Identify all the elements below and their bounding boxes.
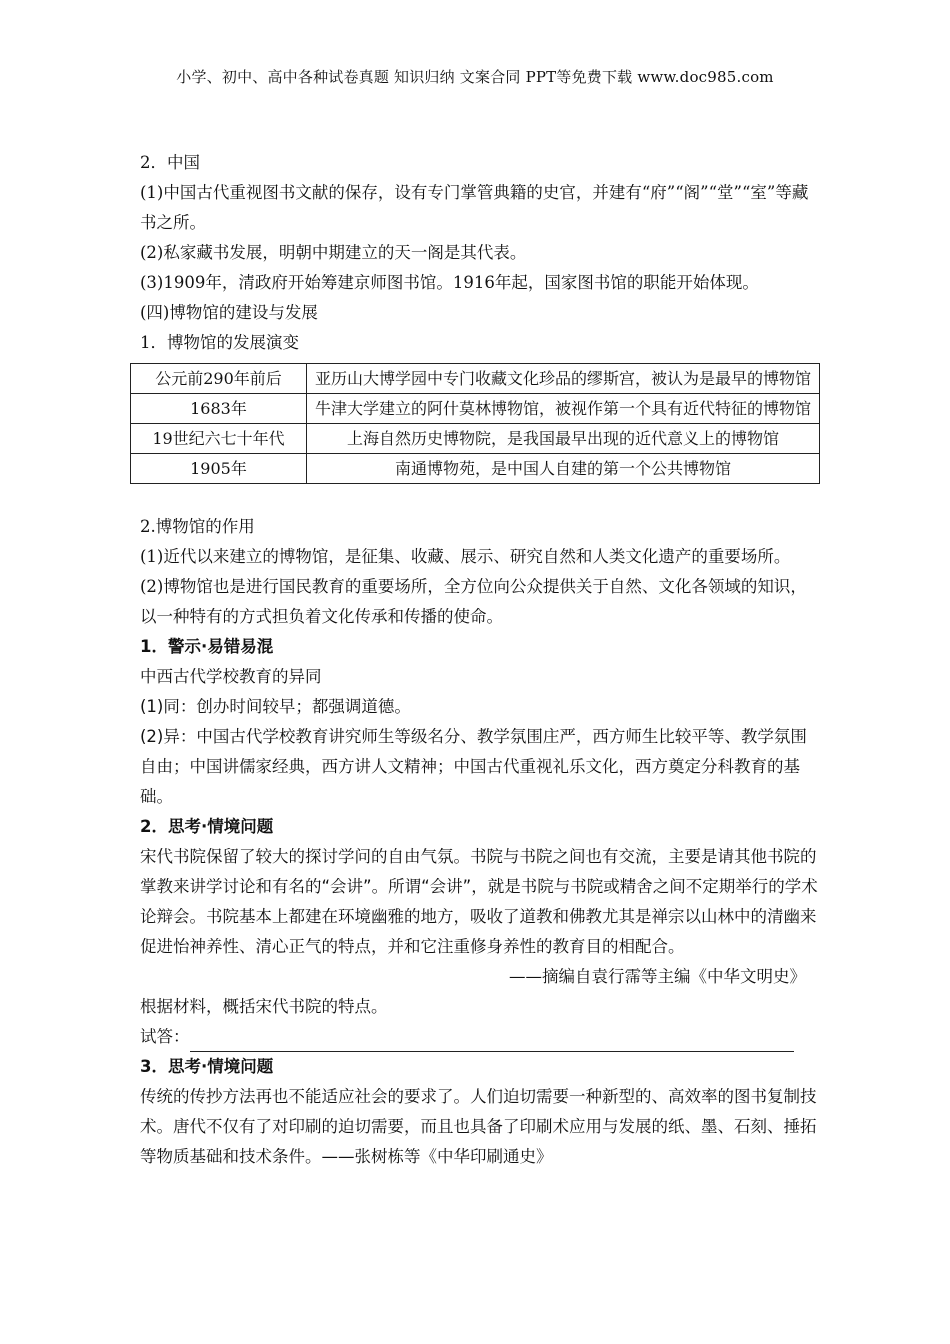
museum-role-paragraph-2: (2)博物馆也是进行国民教育的重要场所，全方位向公众提供关于自然、文化各领域的知识，以一种特有的方式担负着文化传承和传播的使命。 [140, 577, 807, 626]
warning-heading: 1．警示·易错易混 [140, 637, 274, 656]
table-row [131, 364, 820, 394]
think-heading-3: 3．思考·情境问题 [140, 1057, 274, 1076]
section-heading-china: 2．中国 [140, 153, 200, 172]
museum-timeline-table [130, 363, 820, 484]
museum-role-heading: 2.博物馆的作用 [140, 517, 255, 536]
description-cell: 南通博物苑，是中国人自建的第一个公共博物馆 [307, 454, 820, 484]
china-paragraph-2: (2)私家藏书发展，明朝中期建立的天一阁是其代表。 [140, 243, 527, 262]
museum-role-paragraph-1: (1)近代以来建立的博物馆，是征集、收藏、展示、研究自然和人类文化遗产的重要场所。 [140, 547, 791, 566]
think-material-3: 传统的传抄方法再也不能适应社会的要求了。人们迫切需要一种新型的、高效率的图书复制技术。唐代不仅有了对印刷的迫切需要，而且也具备了印刷术应用与发展的纸、墨、石刻、捶拓等物质基础和技术条件。——张树栋等《中华印刷通史》 [140, 1087, 817, 1166]
description-cell: 上海自然历史博物院，是我国最早出现的近代意义上的博物馆 [307, 424, 820, 454]
question-text: 根据材料，概括宋代书院的特点。 [140, 997, 388, 1016]
material-source: ——摘编自袁行霈等主编《中华文明史》 [509, 967, 806, 986]
warning-different: (2)异：中国古代学校教育讲究师生等级名分、教学氛围庄严，西方师生比较平等、教学氛围自由；中国讲儒家经典，西方讲人文精神；中国古代重视礼乐文化，西方奠定分科教育的基础。 [140, 727, 807, 806]
table-row [131, 424, 820, 454]
think-heading-2: 2．思考·情境问题 [140, 817, 274, 836]
warning-same: (1)同：创办时间较早；都强调道德。 [140, 697, 411, 716]
description-cell: 亚历山大博学园中专门收藏文化珍品的缪斯宫，被认为是最早的博物馆 [307, 364, 820, 394]
year-cell: 1683年 [131, 394, 307, 424]
answer-row [140, 1022, 820, 1052]
document-body [140, 148, 820, 1172]
museum-evolution-heading: 1．博物馆的发展演变 [140, 333, 299, 352]
description-cell: 牛津大学建立的阿什莫林博物馆，被视作第一个具有近代特征的博物馆 [307, 394, 820, 424]
page-header: 小学、初中、高中各种试卷真题 知识归纳 文案合同 PPT等免费下载 www.doc985.com [176, 68, 774, 86]
table-row [131, 454, 820, 484]
warning-subtitle: 中西古代学校教育的异同 [140, 667, 322, 686]
year-cell: 公元前290年前后 [131, 364, 307, 394]
china-paragraph-3: (3)1909年，清政府开始筹建京师图书馆。1916年起，国家图书馆的职能开始体现。 [140, 273, 759, 292]
year-cell: 1905年 [131, 454, 307, 484]
year-cell: 19世纪六七十年代 [131, 424, 307, 454]
think-material-2: 宋代书院保留了较大的探讨学问的自由气氛。书院与书院之间也有交流，主要是请其他书院的掌教来讲学讨论和有名的“会讲”。所谓“会讲”，就是书院与书院或精舍之间不定期举行的学术论辩会。书院基本上都建在环境幽雅的地方，吸收了道教和佛教尤其是禅宗以山林中的清幽来促进怡神养性、清心正气的特点，并和它注重修身养性的教育目的相配合。 [140, 847, 818, 956]
section-heading-museum: (四)博物馆的建设与发展 [140, 303, 318, 322]
table-row [131, 394, 820, 424]
answer-label: 试答： [140, 1027, 190, 1046]
china-paragraph-1: (1)中国古代重视图书文献的保存，设有专门掌管典籍的史官，并建有“府”“阁”“堂”“室”等藏书之所。 [140, 183, 809, 232]
answer-line-input[interactable] [190, 1031, 794, 1052]
